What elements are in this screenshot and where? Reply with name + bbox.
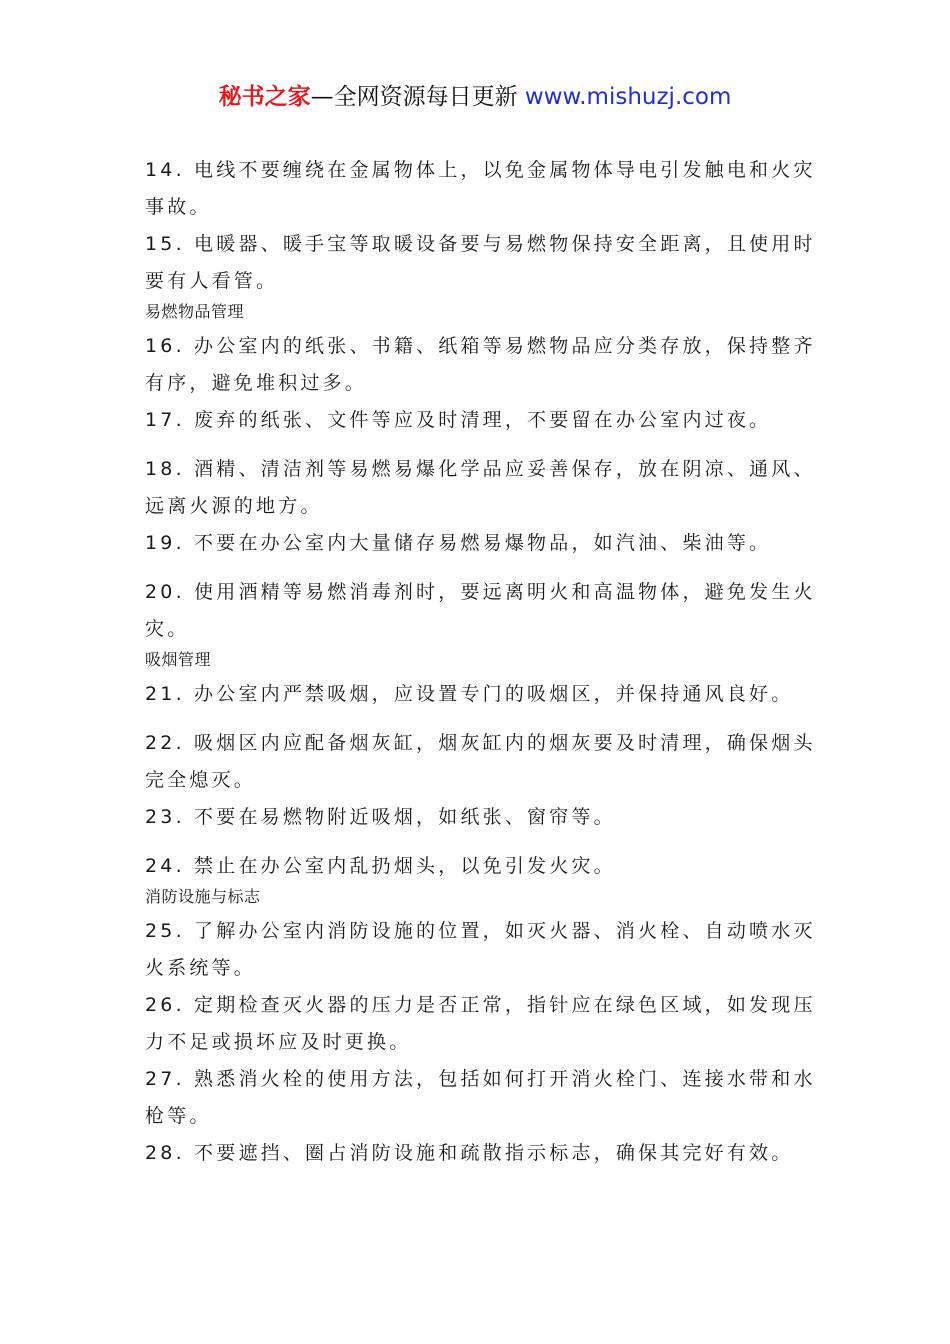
list-item-27: 27. 熟悉消火栓的使用方法，包括如何打开消火栓门、连接水带和水枪等。 xyxy=(145,1068,816,1127)
list-item-20: 20. 使用酒精等易燃消毒剂时，要远离明火和高温物体，避免发生火灾。 xyxy=(145,581,816,640)
section-heading-fire-facilities: 消防设施与标志 xyxy=(145,887,261,906)
list-item-26: 26. 定期检查灭火器的压力是否正常，指针应在绿色区域，如发现压力不足或损坏应及时更换。 xyxy=(145,994,816,1053)
list-item-25: 25. 了解办公室内消防设施的位置，如灭火器、消火栓、自动喷水灭火系统等。 xyxy=(145,920,816,979)
list-item-24: 24. 禁止在办公室内乱扔烟头，以免引发火灾。 xyxy=(145,855,616,877)
list-item-14: 14. 电线不要缠绕在金属物体上，以免金属物体导电引发触电和火灾事故。 xyxy=(145,159,816,218)
document-body xyxy=(145,152,825,1172)
site-url-link[interactable]: www.mishuzj.com xyxy=(524,84,732,110)
list-item-21: 21. 办公室内严禁吸烟，应设置专门的吸烟区，并保持通风良好。 xyxy=(145,683,794,705)
list-item-15: 15. 电暖器、暖手宝等取暖设备要与易燃物保持安全距离，且使用时要有人看管。 xyxy=(145,233,816,292)
site-brand: 秘书之家 xyxy=(218,84,311,110)
section-heading-flammables: 易燃物品管理 xyxy=(145,302,245,321)
site-slogan: —全网资源每日更新 xyxy=(310,84,518,110)
list-item-22: 22. 吸烟区内应配备烟灰缸，烟灰缸内的烟灰要及时清理，确保烟头完全熄灭。 xyxy=(145,732,816,791)
list-item-23: 23. 不要在易燃物附近吸烟，如纸张、窗帘等。 xyxy=(145,806,616,828)
section-heading-smoking: 吸烟管理 xyxy=(145,650,212,669)
list-item-18: 18. 酒精、清洁剂等易燃易爆化学品应妥善保存，放在阴凉、通风、远离火源的地方。 xyxy=(145,458,816,517)
list-item-16: 16. 办公室内的纸张、书籍、纸箱等易燃物品应分类存放，保持整齐有序，避免堆积过多。 xyxy=(145,335,816,394)
list-item-17: 17. 废弃的纸张、文件等应及时清理，不要留在办公室内过夜。 xyxy=(145,409,772,431)
list-item-19: 19. 不要在办公室内大量储存易燃易爆物品，如汽油、柴油等。 xyxy=(145,532,772,554)
list-item-28: 28. 不要遮挡、圈占消防设施和疏散指示标志，确保其完好有效。 xyxy=(145,1142,794,1164)
site-header xyxy=(0,80,950,114)
